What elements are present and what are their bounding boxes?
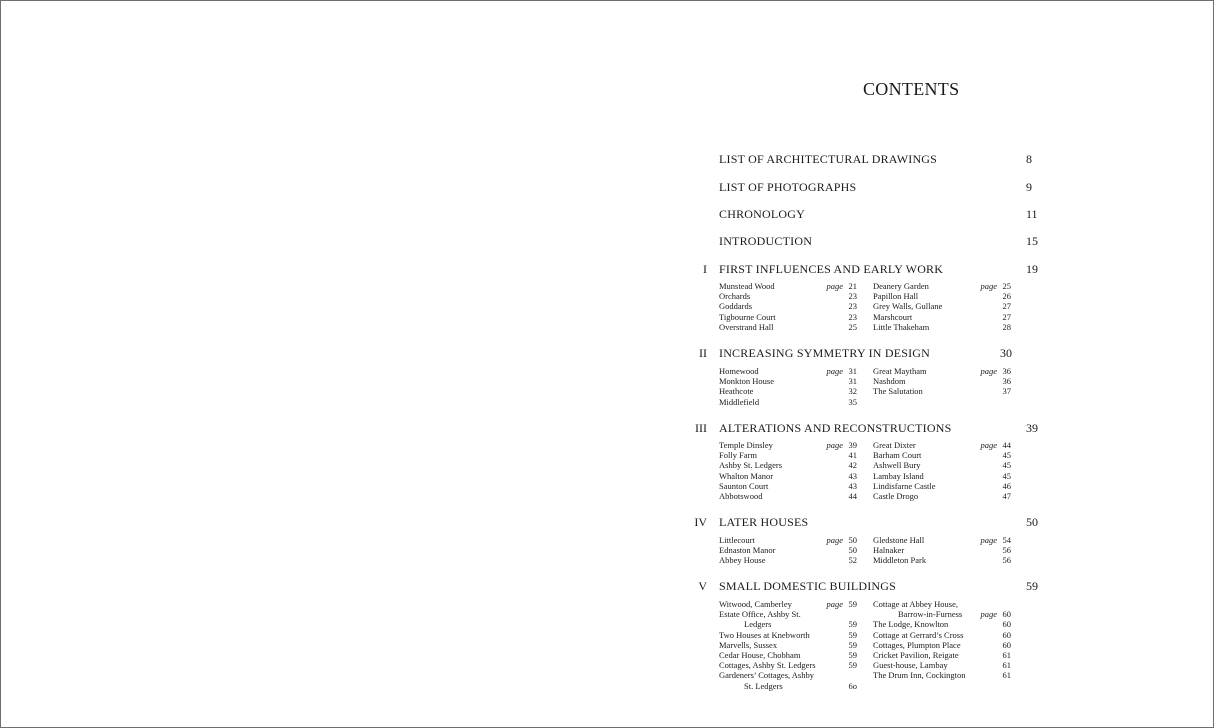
building-page: 25 (848, 321, 857, 332)
building-name: Whalton Manor (719, 470, 774, 481)
building-row (873, 471, 1011, 481)
entry-label: ALTERATIONS AND RECONSTRUCTIONS (719, 421, 952, 435)
building-page: 50 (848, 535, 857, 545)
building-name: Orchards (719, 291, 751, 302)
building-row (873, 481, 1011, 491)
building-row (873, 599, 1011, 609)
building-page: 28 (1002, 321, 1011, 332)
building-row (719, 386, 857, 396)
building-page: 23 (848, 311, 857, 322)
building-name: Cottages, Ashby St. Ledgers (719, 660, 816, 671)
building-row (873, 281, 1011, 291)
building-page: 59 (848, 629, 857, 640)
building-name: Heathcote (719, 386, 754, 397)
building-page: 45 (1002, 450, 1011, 461)
building-page: 44 (848, 490, 857, 501)
entry-page: 39 (1026, 421, 1038, 435)
building-row (719, 640, 857, 650)
building-row (873, 630, 1011, 640)
chapter-numeral: II (699, 346, 707, 360)
building-name: Lindisfarne Castle (873, 480, 936, 491)
building-row (873, 491, 1011, 501)
building-page: 43 (848, 480, 857, 491)
building-name: Cedar House, Chobham (719, 649, 801, 660)
building-page: 60 (1002, 619, 1011, 630)
contents-page (607, 1, 1213, 727)
chapter-numeral: V (698, 579, 707, 593)
buildings-column-right (873, 535, 1011, 566)
building-name: Gardeners’ Cottages, Ashby (719, 670, 814, 681)
building-row (873, 312, 1011, 322)
left-page-blank (1, 1, 607, 727)
page-word: page (980, 440, 997, 450)
building-page: 50 (848, 545, 857, 556)
buildings-column-left (719, 535, 857, 566)
building-page: 61 (1002, 649, 1011, 660)
page-word: page (826, 440, 843, 450)
building-name: Estate Office, Ashby St. (719, 609, 801, 620)
building-row (719, 322, 857, 332)
building-name: Great Maytham (873, 366, 927, 376)
building-row (873, 670, 1011, 680)
building-name: Halnaker (873, 545, 905, 556)
buildings-column-right (873, 366, 1011, 397)
building-name: Ednaston Manor (719, 545, 776, 556)
building-row (719, 301, 857, 311)
building-page: 54 (1002, 535, 1011, 545)
page-word: page (980, 535, 997, 545)
buildings-column-left (719, 440, 857, 501)
page-word: page (826, 281, 843, 291)
entry-label: FIRST INFLUENCES AND EARLY WORK (719, 262, 944, 276)
building-name: Castle Drogo (873, 490, 919, 501)
building-name: Cricket Pavilion, Reigate (873, 649, 959, 660)
entry-label: CHRONOLOGY (719, 207, 805, 221)
buildings-column-right (873, 599, 1011, 681)
building-page: 26 (1002, 291, 1011, 302)
building-page: 23 (848, 291, 857, 302)
building-page: 56 (1002, 545, 1011, 556)
building-page: 45 (1002, 460, 1011, 471)
building-name: Cottage at Abbey House, (873, 599, 958, 609)
entry-page: 15 (1026, 234, 1038, 248)
buildings-column-left (719, 366, 857, 407)
building-name: Papillon Hall (873, 291, 919, 302)
page-word: page (826, 535, 843, 545)
entry-page: 19 (1026, 262, 1038, 276)
building-page: 59 (848, 619, 857, 630)
building-row (873, 535, 1011, 545)
building-name: Deanery Garden (873, 281, 929, 291)
building-row (719, 491, 857, 501)
building-row (719, 397, 857, 407)
entry-page: 30 (1000, 346, 1012, 360)
building-row (719, 460, 857, 470)
building-name: Cottages, Plumpton Place (873, 639, 961, 650)
building-name: Saunton Court (719, 480, 769, 491)
building-row (719, 650, 857, 660)
entry-label: INCREASING SYMMETRY IN DESIGN (719, 346, 931, 360)
toc-chapter-2 (607, 346, 1213, 364)
building-name: Homewood (719, 366, 759, 376)
building-name: The Lodge, Knowlton (873, 619, 949, 630)
toc-chapter-5 (607, 579, 1213, 597)
entry-page: 50 (1026, 515, 1038, 529)
building-page: 60 (1002, 609, 1011, 620)
building-name: The Drum Inn, Cockington (873, 670, 966, 681)
building-page: 59 (848, 649, 857, 660)
entry-label: SMALL DOMESTIC BUILDINGS (719, 579, 897, 593)
building-row (719, 535, 857, 545)
building-page: 60 (1002, 639, 1011, 650)
building-page: 46 (1002, 480, 1011, 491)
building-name: Abbey House (719, 555, 766, 566)
building-row (719, 366, 857, 376)
buildings-column-right (873, 440, 1011, 501)
entry-label: LIST OF PHOTOGRAPHS (719, 180, 857, 194)
toc-chapter-3 (607, 421, 1213, 439)
toc-entry-introduction (607, 234, 1213, 252)
building-row (873, 619, 1011, 629)
building-row (719, 376, 857, 386)
toc-entry-photographs (607, 180, 1213, 198)
building-page: 36 (1002, 376, 1011, 387)
building-name: Abbotswood (719, 490, 763, 501)
building-row (873, 460, 1011, 470)
building-page: 41 (848, 450, 857, 461)
building-name: Cottage at Gerrard’s Cross (873, 629, 964, 640)
building-row (719, 545, 857, 555)
building-name: Gledstone Hall (873, 535, 925, 545)
building-row (719, 440, 857, 450)
building-row (719, 281, 857, 291)
buildings-column-left (719, 599, 857, 691)
entry-page: 11 (1026, 207, 1038, 221)
building-page: 45 (1002, 470, 1011, 481)
building-name: Lambay Island (873, 470, 924, 481)
building-name: Folly Farm (719, 450, 758, 461)
building-row (873, 301, 1011, 311)
building-row (873, 650, 1011, 660)
building-name: Nashdom (873, 376, 906, 387)
building-row (719, 630, 857, 640)
building-page: 31 (848, 376, 857, 387)
building-name: Monkton House (719, 376, 775, 387)
building-row (873, 366, 1011, 376)
building-page: 59 (848, 660, 857, 671)
building-page: 56 (1002, 555, 1011, 566)
building-name: Middlefield (719, 396, 760, 407)
building-name: Middleton Park (873, 555, 927, 566)
building-name: Great Dixter (873, 440, 916, 450)
building-name: Tigbourne Court (719, 311, 776, 322)
building-row (873, 660, 1011, 670)
page-word: page (980, 281, 997, 291)
buildings-column-left (719, 281, 857, 332)
chapter-numeral: III (695, 421, 707, 435)
building-page: 61 (1002, 670, 1011, 681)
building-row (873, 545, 1011, 555)
building-row (873, 450, 1011, 460)
toc-chapter-4 (607, 515, 1213, 533)
building-page: 21 (848, 281, 857, 291)
building-name: Guest-house, Lambay (873, 660, 948, 671)
building-row (873, 640, 1011, 650)
building-name: Munstead Wood (719, 281, 775, 291)
building-row (719, 681, 857, 691)
building-page: 27 (1002, 311, 1011, 322)
page-word: page (980, 366, 997, 376)
building-page: 27 (1002, 301, 1011, 312)
building-page: 60 (1002, 629, 1011, 640)
building-page: 6o (848, 680, 857, 691)
building-page: 25 (1002, 281, 1011, 291)
building-row (719, 555, 857, 565)
building-row (719, 481, 857, 491)
toc-chapter-1 (607, 262, 1213, 280)
entry-label: INTRODUCTION (719, 234, 813, 248)
building-name: Marshcourt (873, 311, 913, 322)
building-page: 59 (848, 639, 857, 650)
building-page: 23 (848, 301, 857, 312)
building-name: Ashwell Bury (873, 460, 921, 471)
page-word: page (826, 366, 843, 376)
chapter-numeral: IV (694, 515, 707, 529)
building-page: 61 (1002, 660, 1011, 671)
building-name: Overstrand Hall (719, 321, 774, 332)
building-row (719, 670, 857, 680)
building-page: 32 (848, 386, 857, 397)
entry-label: LIST OF ARCHITECTURAL DRAWINGS (719, 152, 938, 166)
building-row (719, 609, 857, 619)
building-row (873, 376, 1011, 386)
building-page: 59 (848, 599, 857, 609)
building-page: 47 (1002, 490, 1011, 501)
page-word: page (980, 609, 997, 620)
entry-page: 9 (1026, 180, 1032, 194)
entry-page: 8 (1026, 152, 1032, 166)
building-name: Grey Walls, Gullane (873, 301, 943, 312)
building-row (719, 450, 857, 460)
chapter-numeral: I (703, 262, 707, 276)
building-row (873, 322, 1011, 332)
building-name: Two Houses at Knebworth (719, 629, 810, 640)
building-name: Marvells, Sussex (719, 639, 778, 650)
toc-entry-chronology (607, 207, 1213, 225)
building-name: The Salutation (873, 386, 923, 397)
building-page: 31 (848, 366, 857, 376)
building-name: Witwood, Camberley (719, 599, 792, 609)
entry-page: 59 (1026, 579, 1038, 593)
building-row (873, 291, 1011, 301)
building-row (719, 291, 857, 301)
building-row (873, 555, 1011, 565)
building-name: Ashby St. Ledgers (719, 460, 783, 471)
page-title: CONTENTS (863, 79, 960, 99)
building-page: 52 (848, 555, 857, 566)
building-row (719, 312, 857, 322)
building-page: 37 (1002, 386, 1011, 397)
building-name: Barham Court (873, 450, 922, 461)
building-page: 43 (848, 470, 857, 481)
entry-label: LATER HOUSES (719, 515, 809, 529)
toc-entry-drawings (607, 152, 1213, 170)
building-name: Goddards (719, 301, 753, 312)
building-page: 35 (848, 396, 857, 407)
building-page: 42 (848, 460, 857, 471)
building-name: Ledgers (744, 619, 772, 630)
page-word: page (826, 599, 843, 609)
building-row (873, 386, 1011, 396)
building-name: St. Ledgers (744, 680, 783, 691)
building-row (719, 619, 857, 629)
building-name: Barrow-in-Furness (898, 609, 963, 620)
building-row (719, 471, 857, 481)
buildings-column-right (873, 281, 1011, 332)
building-row (719, 599, 857, 609)
building-page: 44 (1002, 440, 1011, 450)
building-row (873, 609, 1011, 619)
building-row (719, 660, 857, 670)
building-page: 39 (848, 440, 857, 450)
building-name: Little Thakeham (873, 321, 930, 332)
building-page: 36 (1002, 366, 1011, 376)
building-name: Temple Dinsley (719, 440, 773, 450)
building-row (873, 440, 1011, 450)
building-name: Littlecourt (719, 535, 755, 545)
